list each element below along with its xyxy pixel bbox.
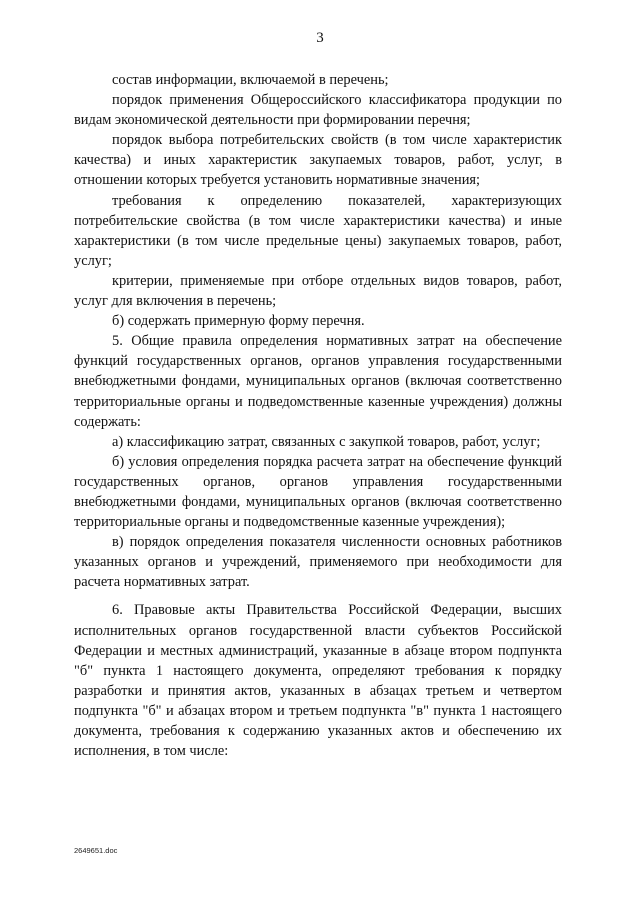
paragraph: б) содержать примерную форму перечня. xyxy=(112,313,365,330)
paragraph: состав информации, включаемой в перечень; xyxy=(112,72,389,88)
paragraph: 6. Правовые акты Правительства Российской Федерации, высших исполнительных органов государственной власти субъектов Российской Федерации и местных администраций, указанные в абзаце втором подпункта "б" пункта 1 настоящего документа, определяют требования к порядку разработки и принятия актов, указанных в абзацах третьем и четвертом подпункта "б" и абзацах втором и третьем подпункта "в" пункта 1 настоящего документа, требования к содержанию указанных актов и обеспечению их исполнения, в том числе: xyxy=(74,602,562,760)
paragraph: порядок выбора потребительских свойств (в том числе характеристик качества) и иных характеристик закупаемых товаров, работ, услуг, в отношении которых требуется установить нормативные значения; xyxy=(74,132,562,189)
paragraph: в) порядок определения показателя численности основных работников указанных органов и учреждений, применяемого при необходимости для расчета нормативных затрат. xyxy=(74,534,562,591)
paragraph: 5. Общие правила определения нормативных затрат на обеспечение функций государственных органов, органов управления государственными внебюджетными фондами, муниципальных органов (включая соответственно территориальные органы и подведомственные казенные учреждения) должны содержать: xyxy=(74,333,562,430)
document-file-reference: 2649651.doc xyxy=(74,846,118,855)
paragraph: б) условия определения порядка расчета затрат на обеспечение функций государственных органов, органов управления государственными внебюджетными фондами, муниципальных органов (включая соответственно территориальные органы и подведомственные казенные учреждения); xyxy=(74,453,562,531)
paragraph: критерии, применяемые при отборе отдельных видов товаров, работ, услуг для включения в перечень; xyxy=(74,272,562,310)
paragraph: требования к определению показателей, характеризующих потребительские свойства (в том числе характеристики качества) и иные характеристики (в том числе предельные цены) закупаемых товаров, работ, услуг; xyxy=(74,192,562,269)
paragraph: а) классификацию затрат, связанных с закупкой товаров, работ, услуг; xyxy=(112,433,541,450)
paragraph: порядок применения Общероссийского классификатора продукции по видам экономической деятельности при формировании перечня; xyxy=(74,92,562,129)
document-body xyxy=(74,70,562,761)
page-number: 3 xyxy=(316,30,324,46)
